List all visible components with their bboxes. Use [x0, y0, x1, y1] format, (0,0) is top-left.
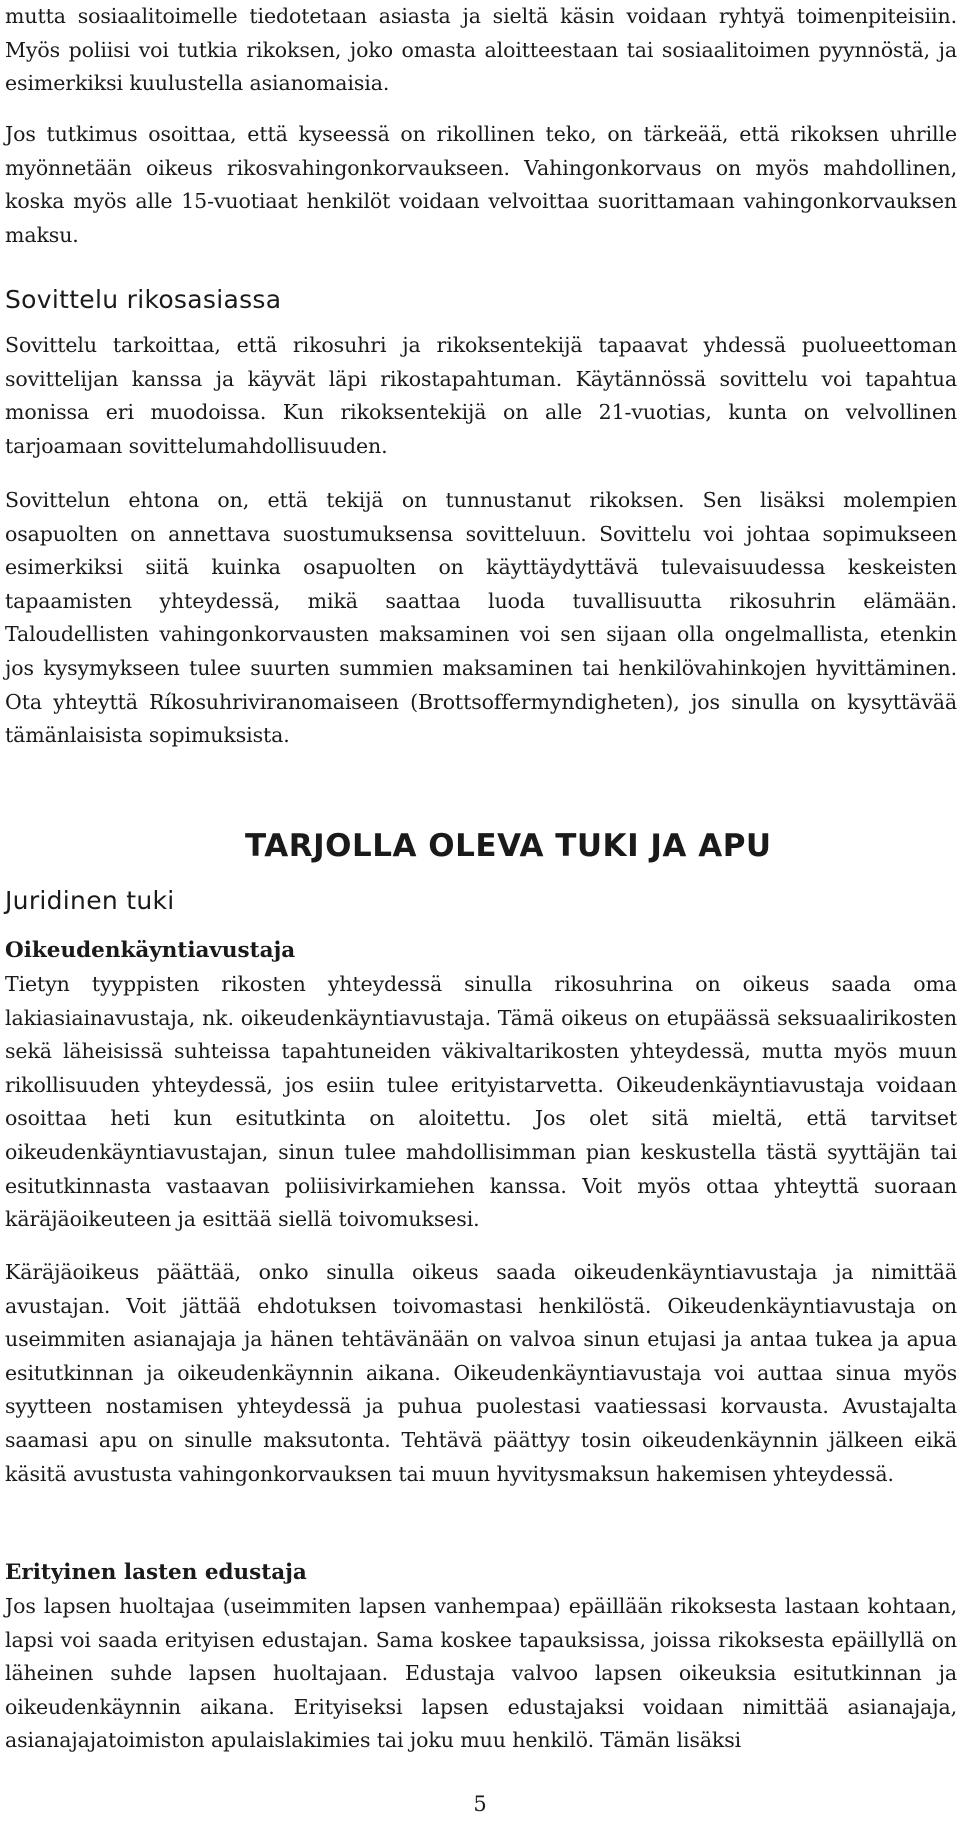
- section-title: TARJOLLA OLEVA TUKI JA APU: [245, 828, 772, 864]
- heading-juridinen-tuki: Juridinen tuki: [5, 886, 175, 915]
- paragraph-compensation: Jos tutkimus osoittaa, että kyseessä on rikollinen teko, on tärkeää, että rikoksen uhrille myönnetään oikeus rikosvahingonkorvaukseen. Vahingonkorvaus on myös mahdollinen, koska myös alle 15-vuotiaat henkilöt voidaan velvoittaa suorittamaan vahingonkorvauksen maksu.: [5, 122, 957, 247]
- paragraph-court-decision: Käräjäoikeus päättää, onko sinulla oikeus saada oikeudenkäyntiavustaja ja nimittää avustajan. Voit jättää ehdotuksen toivomastasi henkilöstä. Oikeudenkäyntiavustaja on useimmiten asianajaja ja hänen tehtävänään on valvoa sinun etujasi ja antaa tukea ja apua esitutkinnan ja oikeudenkäynnin aikana. Oikeudenkäyntiavustaja voi auttaa sinua myös syytteen nostamisen yhteydessä ja puhua puolestasi vaatiessasi korvausta. Avustajalta saamasi apu on sinulle maksutonta. Tehtävä päättyy tosin oikeudenkäynnin jälkeen eikä käsitä avustusta vahingonkorvauksen tai muun hyvitysmaksun hakemisen yhteydessä.: [5, 1260, 957, 1486]
- paragraph-child-representative: Jos lapsen huoltajaa (useimmiten lapsen vanhempaa) epäillään rikoksesta lastaan kohtaan, lapsi voi saada erityisen edustajan. Sama koskee tapauksissa, joissa rikoksesta epäillyllä on läheinen suhde lapsen huoltajaan. Edustaja valvoo lapsen oikeuksia esitutkinnan ja oikeudenkäynnin aikana. Erityiseksi lapsen edustajaksi voidaan nimittää asianajaja, asianajajatoimiston apulaislakimies tai joku muu henkilö. Tämän lisäksi: [5, 1594, 957, 1753]
- paragraph-legal-counsel: Tietyn tyyppisten rikosten yhteydessä sinulla rikosuhrina on oikeus saada oma lakiasiainavustaja, nk. oikeudenkäyntiavustaja. Tämä oikeus on etupäässä seksuaalirikosten sekä läheisissä suhteissa tapahtuneiden väkivaltarikosten yhteydessä, mutta myös muun rikollisuuden yhteydessä, jos esiin tulee erityistarvetta. Oikeudenkäyntiavustaja voidaan osoittaa heti kun esitutkinta on aloitettu. Jos olet sitä mieltä, että tarvitset oikeudenkäyntiavustajan, sinun tulee mahdollisimman pian keskustella tästä syyttäjän tai esitutkinnasta vastaavan poliisivirkamiehen kanssa. Voit myös ottaa yhteyttä suoraan käräjäoikeuteen ja esittää siellä toivomuksesi.: [5, 972, 957, 1232]
- heading-erityinen-lasten-edustaja: Erityinen lasten edustaja: [5, 1560, 307, 1585]
- page-number: 5: [473, 1792, 487, 1816]
- paragraph-social-services: mutta sosiaalitoimelle tiedotetaan asiasta ja sieltä käsin voidaan ryhtyä toimenpiteisiin. Myös poliisi voi tutkia rikoksen, joko omasta aloitteestaan tai sosiaalitoimen pyynnöstä, ja esimerkiksi kuulustella asianomaisia.: [5, 4, 957, 96]
- paragraph-sovittelu-conditions: Sovittelun ehtona on, että tekijä on tunnustanut rikoksen. Sen lisäksi molempien osapuolten on annettava suostumuksensa sovitteluun. Sovittelu voi johtaa sopimukseen esimerkiksi siitä kuinka osapuolten on käyttäydyttävä tulevaisuudessa keskeisten tapaamisten yhteydessä, mikä saattaa luoda tuvallisuutta rikosuhrin elämään. Taloudellisten vahingonkorvausten maksaminen voi sen sijaan olla ongelmallista, etenkin jos kysymykseen tulee suurten summien maksaminen tai henkilövahinkojen hyvittäminen. Ota yhteyttä Ríkosuhriviranomaiseen (Brottsoffermyndigheten), jos sinulla on kysyttävää tämänlaisista sopimuksista.: [5, 488, 957, 748]
- heading-sovittelu: Sovittelu rikosasiassa: [5, 285, 282, 314]
- heading-oikeudenkayntiavustaja: Oikeudenkäyntiavustaja: [5, 938, 296, 963]
- paragraph-sovittelu-definition: Sovittelu tarkoittaa, että rikosuhri ja rikoksentekijä tapaavat yhdessä puolueettoman sovittelijan kanssa ja käyvät läpi rikostapahtuman. Käytännössä sovittelu voi tapahtua monissa eri muodoissa. Kun rikoksentekijä on alle 21-vuotias, kunta on velvollinen tarjoamaan sovittelumahdollisuuden.: [5, 333, 957, 458]
